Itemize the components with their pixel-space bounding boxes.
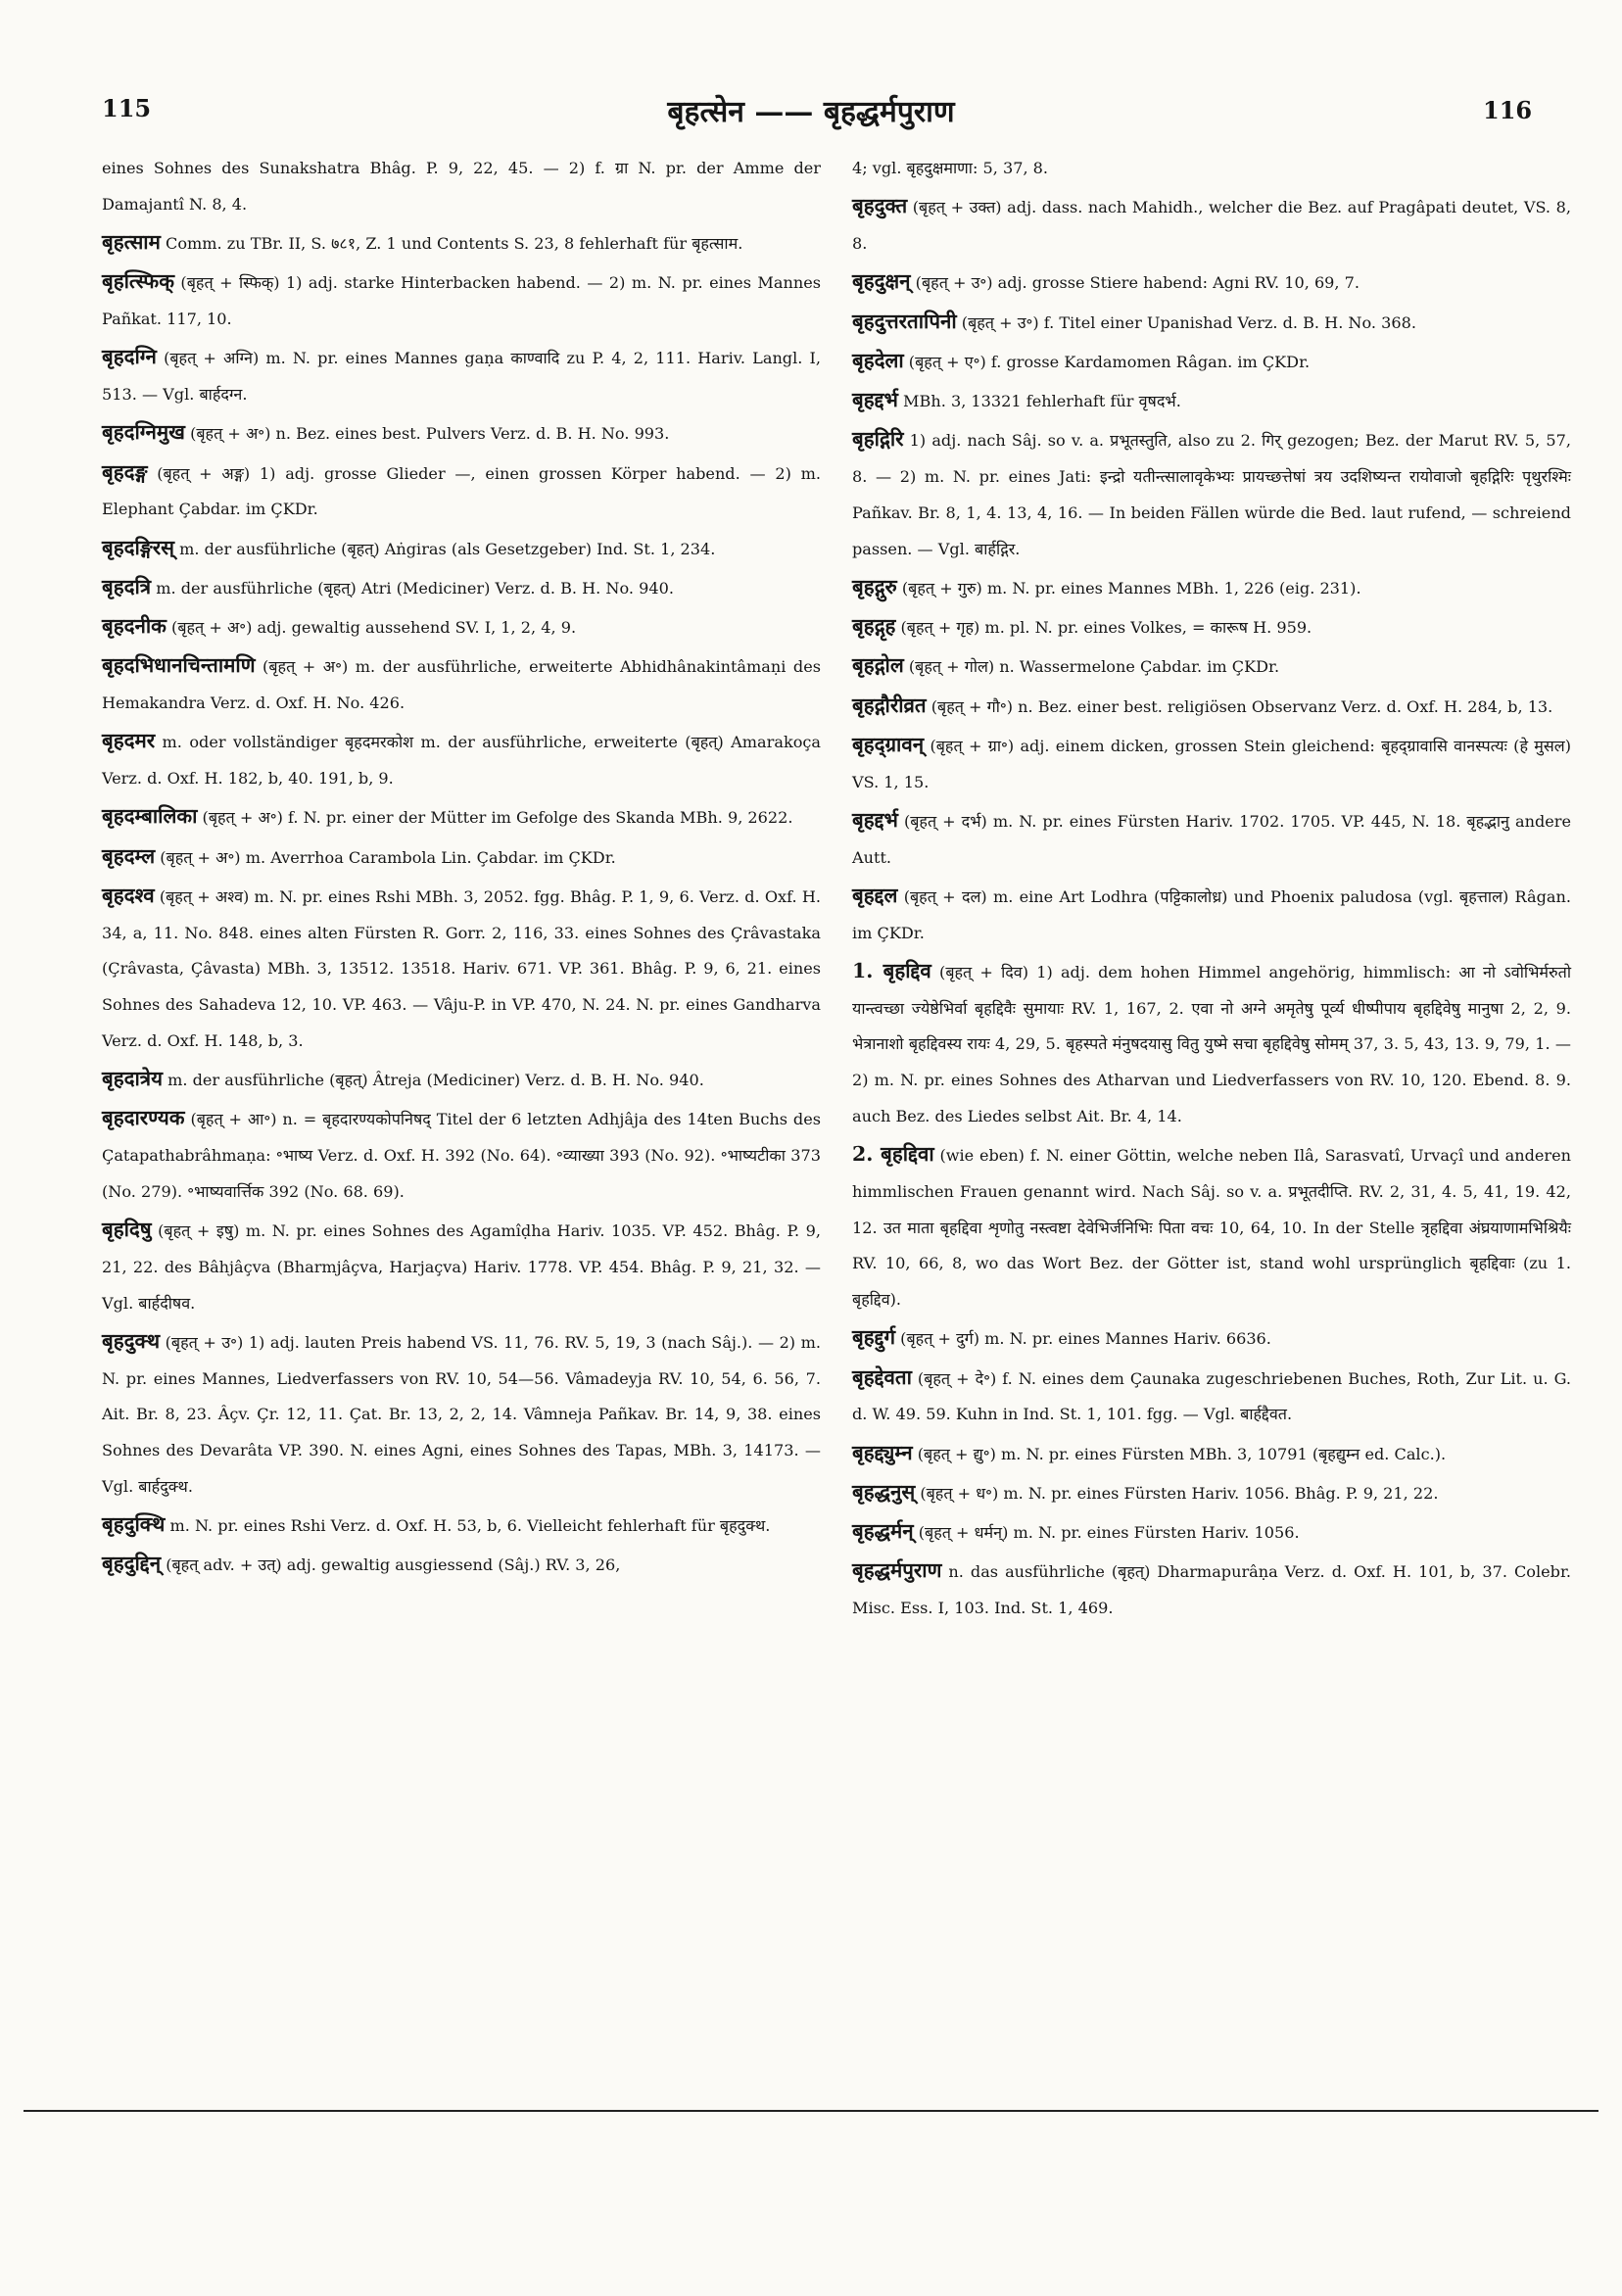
entry-headword: बृहदम्ल [102,843,156,868]
dictionary-entry [852,1435,1571,1473]
running-head: बृहत्सेन —— बृहद्धर्मपुराण [667,95,955,129]
dictionary-entry [852,608,1571,646]
dictionary-entry [102,569,821,607]
dictionary-entry [852,878,1571,951]
dictionary-entry [852,1513,1571,1552]
dictionary-entry [102,798,821,837]
dictionary-entry [852,802,1571,876]
entry-headword: बृहद्गिरि [852,427,904,452]
entry-headword: बृहद्गृह [852,614,896,639]
entry-headword: बृहत्स्फिक् [102,269,174,294]
entry-definition: (बृहत् adv. + उत्) adj. gewaltig ausgiessend (Sâj.) RV. 3, 26, [161,1555,621,1575]
entry-definition: (बृहत् + दर्भ) m. N. pr. eines Fürsten Hariv. 1702. 1705. VP. 445, N. 18. बृहद्भानु andere Autt. [852,812,1571,867]
entry-definition: m. der ausführliche (बृहत्) Aṅgiras (als Gesetzgeber) Ind. St. 1, 234. [174,539,716,558]
entry-definition: (बृहत् + अङ्ग) 1) adj. grosse Glieder —, einen grossen Körper habend. — 2) m. Elephant Çabdar. im ÇKDr. [102,463,821,519]
dictionary-entry [102,454,821,528]
entry-definition: Comm. zu TBr. II, S. ७८१, Z. 1 und Contents S. 23, 8 fehlerhaft für बृहत्साम. [160,234,743,253]
entry-headword: बृहदुक्थ [102,1328,161,1353]
entry-definition: 1) adj. nach Sâj. so v. a. प्रभूतस्तुति, also zu 2. गिर् gezogen; Bez. der Marut RV. 5, 57, 8. — 2) m. N. pr. eines Jati: इन्द्रो यतीन्त्सालावृकेभ्यः प्रायच्छत्तेषां त्रय उदशिष्यन्त रायोवाजो बृहद्गिरिः पृथुरश्मिः Pañkav. Br. 8, 1, 4. 13, 4, 16. — In beiden Fällen würde die Bed. laut rufend, — schreiend passen. — Vgl. बार्हद्गिर. [852,431,1571,558]
entry-definition: (बृहत् + द्यु॰) m. N. pr. eines Fürsten MBh. 3, 10791 (बृहद्युम्न ed. Calc.). [912,1444,1447,1463]
entry-definition: (बृहत् + आ॰) n. = बृहदारण्यकोपनिषद् Titel der 6 letzten Adhjâja des 14ten Buchs des Çatapathabrâhmaṇa: ॰भाष्य Verz. d. Oxf. H. 392 (No. 64). ॰व्याख्या 393 (No. 92). ॰भाष्यटीका 373 (No. 279). ॰भाष्यवार्त्तिक 392 (No. 68. 69). [102,1110,821,1201]
dictionary-entry [102,414,821,453]
entry-headword: बृहदङ्गिरस् [102,535,175,559]
entry-headword: बृहदुद्दिन् [102,1552,162,1576]
dictionary-entry [852,1474,1571,1512]
dictionary-entry [852,688,1571,726]
dictionary-entry [852,263,1571,302]
entry-definition: (बृहत् + अ॰) n. Bez. eines best. Pulvers Verz. d. B. H. No. 993. [184,424,670,444]
entry-headword: बृहद्धर्मपुराण [852,1558,942,1583]
entry-definition: (बृहत् + उक्त) adj. dass. nach Mahidh., welcher die Bez. auf Pragâpati deutet, VS. 8, 8. [852,198,1571,253]
dictionary-entry [102,1212,821,1321]
dictionary-entry [102,608,821,646]
entry-headword: बृहद्दर्भ [852,808,898,833]
entry-headword: बृहद्गोल [852,653,904,678]
entry-definition: (बृहत् + उ॰) adj. grosse Stiere habend: Agni RV. 10, 69, 7. [910,273,1360,293]
dictionary-entry [852,1319,1571,1358]
entry-headword: बृहदभिधानचिन्तामणि [102,653,256,678]
dictionary-entry [102,878,821,1060]
left-column [102,151,821,1586]
entry-definition: (बृहत् + ग्रा॰) adj. einem dicken, grossen Stein gleichend: बृहद्ग्रावासि वानस्पत्यः (हे मुसल) VS. 1, 15. [852,737,1571,791]
dictionary-entry [852,1360,1571,1433]
dictionary-entry [852,647,1571,686]
entry-definition: m. oder vollständiger बृहदमरकोश m. der ausführliche, erweiterte (बृहत्) Amarakoça Verz. d. Oxf. H. 182, b, 40. 191, b, 9. [102,733,821,789]
entry-headword: बृहद्ग्रावन् [852,733,925,757]
entry-headword: बृहद्दल [852,884,898,908]
entry-headword: 2. बृहद्दिवा [852,1142,934,1167]
entry-definition: (बृहत् + अ॰) m. Averrhoa Carambola Lin. Çabdar. im ÇKDr. [155,847,616,867]
entry-headword: बृहत्साम [102,230,161,254]
entry-definition: (बृहत् + गौ॰) n. Bez. einer best. religiösen Observanz Verz. d. Oxf. H. 284, b, 13. [926,696,1553,716]
dictionary-entry [102,530,821,568]
entry-headword: बृहदात्रेय [102,1067,163,1091]
entry-headword: बृहदुक्थि [102,1512,166,1536]
entry-definition: m. N. pr. eines Rshi Verz. d. Oxf. H. 53, b, 6. Vielleicht fehlerhaft für बृहदुक्थ. [165,1516,771,1535]
entry-definition: (बृहत् + उ॰) 1) adj. lauten Preis habend VS. 11, 76. RV. 5, 19, 3 (nach Sâj.). — 2) m. N. pr. eines Mannes, Liedverfassers von RV. 10, 54—56. Vâmadeyja RV. 10, 54, 6. 56, 7. Ait. Br. 8, 23. Âçv. Çr. 12, 11. Çat. Br. 13, 2, 2, 14. Vâmneja Pañkav. Br. 14, 9, 38. eines Sohnes des Devarâta VP. 390. N. eines Agni, eines Sohnes des Tapas, MBh. 3, 14173. — Vgl. बार्हदुक्थ. [102,1332,821,1496]
entry-headword: बृहद्द्युम्न [852,1440,913,1464]
entry-definition: (बृहत् + अ॰) f. N. pr. einer der Mütter im Gefolge des Skanda MBh. 9, 2622. [197,808,793,828]
entry-headword: बृहदग्नि [102,345,157,369]
footer-rule [24,2110,1598,2112]
page-number-left: 115 [102,94,152,122]
entry-headword: बृहदङ्ग [102,459,148,484]
entry-definition: (बृहत् + अश्व) m. N. pr. eines Rshi MBh. 3, 2052. fgg. Bhâg. P. 1, 9, 6. Verz. d. Oxf. H. 34, a, 11. No. 848. eines alten Fürsten R. Gorr. 2, 116, 33. eines Sohnes des Çrâvastaka (Çrâvasta, Çâvasta) MBh. 3, 13512. 13518. Hariv. 671. VP. 361. Bhâg. P. 9, 6, 21. eines Sohnes des Sahadeva 12, 10. VP. 463. — Vâju-P. in VP. 470, N. 24. N. pr. eines Gandharva Verz. d. Oxf. H. 148, b, 3. [102,887,821,1050]
dictionary-entry [102,647,821,721]
right-column [852,151,1571,1628]
entry-headword: बृहदग्निमुख [102,420,185,445]
entry-headword: बृहद्देवता [852,1364,912,1389]
entry-definition: m. der ausführliche (बृहत्) Atri (Mediciner) Verz. d. B. H. No. 940. [151,578,674,598]
page-number-right: 116 [1483,96,1533,124]
dictionary-entry [102,339,821,412]
right-entries [852,188,1571,1627]
entry-definition: (बृहत् + ए॰) f. grosse Kardamomen Râgan. im ÇKDr. [903,352,1311,371]
dictionary-entry [102,723,821,796]
dictionary-entry [852,1136,1571,1318]
dictionary-entry [852,304,1571,342]
entry-definition: (बृहत् + दुर्ग) m. N. pr. eines Mannes Hariv. 6636. [895,1329,1271,1349]
entry-definition: (बृहत् + दल) m. eine Art Lodhra (पट्टिकालोध्र) und Phoenix paludosa (vgl. बृहत्ताल) Râgan. im ÇKDr. [852,887,1571,942]
entry-definition: (बृहत् + धर्मन्) m. N. pr. eines Fürsten Hariv. 1056. [913,1523,1300,1543]
entry-definition: (बृहत् + उ॰) f. Titel einer Upanishad Verz. d. B. H. No. 368. [956,312,1416,332]
entry-headword: बृहद्धर्मन् [852,1519,914,1544]
entry-definition: MBh. 3, 13321 fehlerhaft für वृषदर्भ. [897,392,1181,411]
dictionary-entry [852,1553,1571,1626]
entry-headword: बृहद्दुर्ग [852,1325,896,1350]
dictionary-entry [102,1323,821,1506]
entry-definition: (बृहत् + स्फिक्) 1) adj. starke Hinterbacken habend. — 2) m. N. pr. eines Mannes Pañkat. 117, 10. [102,273,821,328]
entry-definition: (बृहत् + गुरु) m. N. pr. eines Mannes MBh. 1, 226 (eig. 231). [896,578,1361,598]
dictionary-entry [852,953,1571,1135]
entry-headword: बृहदुत्तरतापिनी [852,309,957,333]
dictionary-entry [852,569,1571,607]
entry-headword: बृहद्दर्भ [852,388,898,412]
entry-headword: बृहदम्बालिका [102,804,198,829]
entry-headword: बृहदुक्षन् [852,269,911,294]
dictionary-entry [852,382,1571,420]
entry-definition: (बृहत् + गोल) n. Wassermelone Çabdar. im ÇKDr. [903,657,1280,677]
entry-headword: बृहदत्रि [102,574,152,598]
dictionary-entry [852,421,1571,567]
dictionary-entry [102,263,821,337]
entry-definition: (बृहत् + गृह) m. pl. N. pr. eines Volkes, = कारूष H. 959. [895,618,1312,638]
entry-headword: बृहदनीक [102,614,167,639]
entry-definition: m. der ausführliche (बृहत्) Âtreja (Mediciner) Verz. d. B. H. No. 940. [163,1071,704,1090]
dictionary-entry [102,1100,821,1210]
entry-headword: बृहदश्व [102,884,155,908]
entry-definition: (बृहत् + अ॰) adj. gewaltig aussehend SV. I, 1, 2, 4, 9. [166,618,577,638]
entry-definition: (बृहत् + अ॰) m. der ausführliche, erweiterte Abhidhânakintâmaṇi des Hemakandra Verz. d. Oxf. H. No. 426. [102,657,821,713]
entry-definition: (बृहत् + दिव) 1) adj. dem hohen Himmel angehörig, himmlisch: आ नो ऽवोभिर्मरुतो यान्त्वच्छा ज्येष्ठेभिर्वा बृहद्दिवैः सुमायाः RV. 1, 167, 2. एवा नो अग्ने अमृतेषु पूर्व्य धीष्पीपाय बृहद्दिवेषु मानुषा 2, 2, 9. भेत्रानाशो बृहद्दिवस्य रायः 4, 29, 5. बृहस्पते मंनुषदयासु वितु युष्मे सचा बृहद्दिवेषु सोमम् 37, 3. 5, 43, 13. 9, 79, 1. — 2) m. N. pr. eines Sohnes des Atharvan und Liedverfassers von RV. 10, 120. Ebend. 8. 9. auch Bez. des Liedes selbst Ait. Br. 4, 14. [852,963,1571,1125]
entry-definition: (बृहत् + ध॰) m. N. pr. eines Fürsten Hariv. 1056. Bhâg. P. 9, 21, 22. [915,1483,1439,1503]
entry-definition: (wie eben) f. N. einer Göttin, welche neben Ilâ, Sarasvatî, Urvaçî und anderen himmlischen Frauen genannt wird. Nach Sâj. so v. a. प्रभूतदीप्ति. RV. 2, 31, 4. 5, 41, 19. 42, 12. उत माता बृहद्दिवा शृणोतु नस्त्वष्टा देवेभिर्जनिभिः पिता वचः 10, 64, 10. In der Stelle त्रृहद्दिवा अंघ्रयाणामभिश्रियैः RV. 10, 66, 8, wo das Wort Bez. der Götter ist, stand wohl ursprünglich बृहद्दिवाः (zu 1. बृहद्दिव). [852,1146,1571,1309]
entry-headword: बृहदिषु [102,1218,152,1242]
dictionary-entry [102,1507,821,1545]
dictionary-entry [852,188,1571,262]
entry-headword: बृहदुक्त [852,194,908,218]
entry-definition: (बृहत् + इषु) m. N. pr. eines Sohnes des Agamîḍha Hariv. 1035. VP. 452. Bhâg. P. 9, 21, 22. des Bâhjâçva (Bharmjâçva, Harjaçva) Hariv. 1778. VP. 454. Bhâg. P. 9, 21, 32. — Vgl. बार्हदीषव. [102,1221,821,1313]
dictionary-entry [102,1546,821,1584]
dictionary-entry [102,1061,821,1099]
entry-definition: (बृहत् + अग्नि) m. N. pr. eines Mannes gaṇa काण्वादि zu P. 4, 2, 111. Hariv. Langl. I, 513. — Vgl. बार्हदग्न. [102,349,821,404]
entry-headword: बृहद्गौरीव्रत [852,693,927,717]
dictionary-entry [852,727,1571,800]
entry-headword: बृहदेला [852,348,904,372]
entry-definition: (बृहत् + दे॰) f. N. eines dem Çaunaka zugeschriebenen Buches, Roth, Zur Lit. u. G. d. W. 49. 59. Kuhn in Ind. St. 1, 101. fgg. — Vgl. बार्हद्दैवत. [852,1368,1571,1424]
entry-headword: बृहदारण्यक [102,1106,185,1130]
continuation-text: 4; vgl. बृहदुक्षमाणा: 5, 37, 8. [852,159,1049,177]
dictionary-entry [102,838,821,877]
dictionary-entry [852,343,1571,381]
entry-headword: बृहद्धनुस् [852,1479,916,1504]
dictionary-entry [102,224,821,263]
entry-headword: बृहद्गुरु [852,574,897,598]
continuation-text: eines Sohnes des Sunakshatra Bhâg. P. 9, 22, 45. — 2) f. ग्रा N. pr. der Amme der Damajantî N. 8, 4. [102,159,821,214]
entry-definition: n. das ausführliche (बृहत्) Dharmapurâṇa Verz. d. Oxf. H. 101, b, 37. Colebr. Misc. Ess. I, 103. Ind. St. 1, 469. [852,1562,1571,1618]
entry-headword: 1. बृहद्दिव [852,959,931,983]
left-entries [102,224,821,1584]
entry-headword: बृहदमर [102,729,156,753]
